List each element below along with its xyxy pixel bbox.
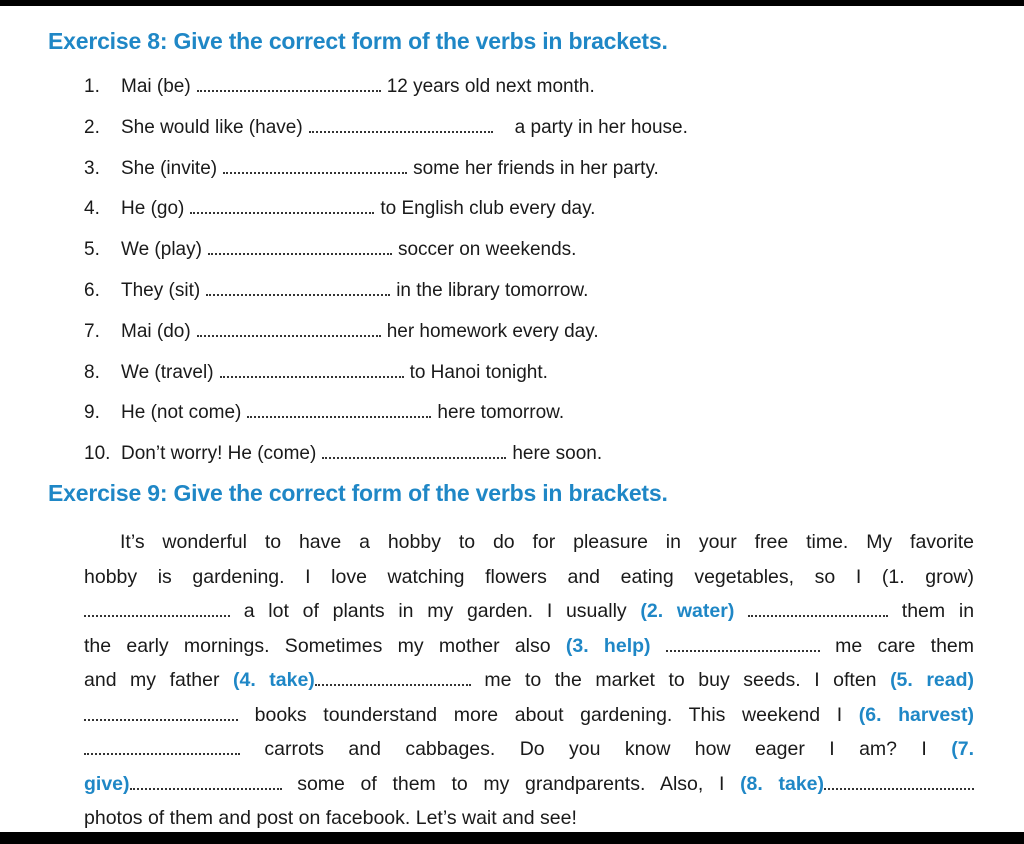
answer-blank[interactable] (84, 614, 230, 617)
exercise-item: 3. She (invite) some her friends in her party. (84, 157, 659, 179)
verb-prompt: (3. help) (565, 634, 651, 657)
answer-blank[interactable] (309, 130, 493, 133)
paragraph-line: carrots and cabbages. Do you know how eager I am? I (7. (84, 732, 974, 767)
exercise-item: 9. He (not come) here tomorrow. (84, 402, 565, 424)
answer-blank[interactable] (220, 375, 404, 378)
exercise-item: 5. We (play) soccer on weekends. (84, 239, 577, 261)
answer-blank[interactable] (322, 456, 506, 459)
verb-prompt: (7. (951, 738, 974, 760)
exercise-item: 1. Mai (be) 12 years old next month. (84, 76, 595, 97)
verb-prompt: (8. take) (740, 772, 825, 795)
answer-blank[interactable] (206, 293, 390, 296)
exercise-8-list (84, 68, 688, 476)
answer-blank[interactable] (223, 171, 407, 174)
paragraph-line: and my father (4. take) me to the market to buy seeds. I often (5. read) (84, 669, 975, 691)
answer-blank[interactable] (130, 787, 282, 790)
paragraph-line: It’s wonderful to have a hobby to do for pleasure in your free time. My favorite (120, 531, 974, 553)
paragraph-line: hobby is gardening. I love watching flowers and eating vegetables, so I (1. grow) (84, 565, 974, 588)
answer-blank[interactable] (824, 787, 974, 790)
exercise-item: 10. Don’t worry! He (come) here soon. (84, 443, 603, 465)
answer-blank[interactable] (247, 415, 431, 418)
exercise-item: 7. Mai (do) her homework every day. (84, 320, 599, 342)
answer-blank[interactable] (84, 718, 238, 721)
answer-blank[interactable] (190, 211, 374, 214)
exercise-item: 6. They (sit) in the library tomorrow. (84, 279, 589, 301)
paragraph-line: the early mornings. Sometimes my mother also (3. help) me care them (84, 634, 974, 657)
paragraph-line: give) some of them to my grandparents. Also, I (8. take) (84, 767, 974, 802)
paragraph-line: books tounderstand more about gardening. This weekend I (6. harvest) (84, 698, 974, 733)
answer-blank[interactable] (197, 89, 381, 92)
verb-prompt: (6. harvest) (858, 703, 975, 726)
exercise-9-paragraph (84, 525, 974, 836)
exercise-8-title: Exercise 8: Give the correct form of the verbs in brackets. (48, 28, 668, 54)
paragraph-line: photos of them and post on facebook. Let’s wait and see! (84, 807, 577, 829)
answer-blank[interactable] (84, 752, 240, 755)
worksheet-page (0, 6, 1024, 832)
paragraph-line: a lot of plants in my garden. I usually (2. water) them in (84, 594, 974, 629)
answer-blank[interactable] (748, 614, 888, 617)
verb-prompt: (4. take) (232, 669, 315, 691)
exercise-item: 2. She would like (have) a party in her house. (84, 116, 688, 138)
exercise-item: 4. He (go) to English club every day. (84, 198, 596, 220)
exercise-item: 8. We (travel) to Hanoi tonight. (84, 361, 548, 383)
verb-prompt: (2. water) (640, 600, 735, 622)
answer-blank[interactable] (315, 683, 471, 686)
verb-prompt: give) (84, 772, 130, 795)
answer-blank[interactable] (197, 334, 381, 337)
answer-blank[interactable] (208, 252, 392, 255)
answer-blank[interactable] (666, 649, 820, 652)
exercise-9-title: Exercise 9: Give the correct form of the verbs in brackets. (48, 480, 668, 506)
verb-prompt: (5. read) (890, 669, 975, 691)
